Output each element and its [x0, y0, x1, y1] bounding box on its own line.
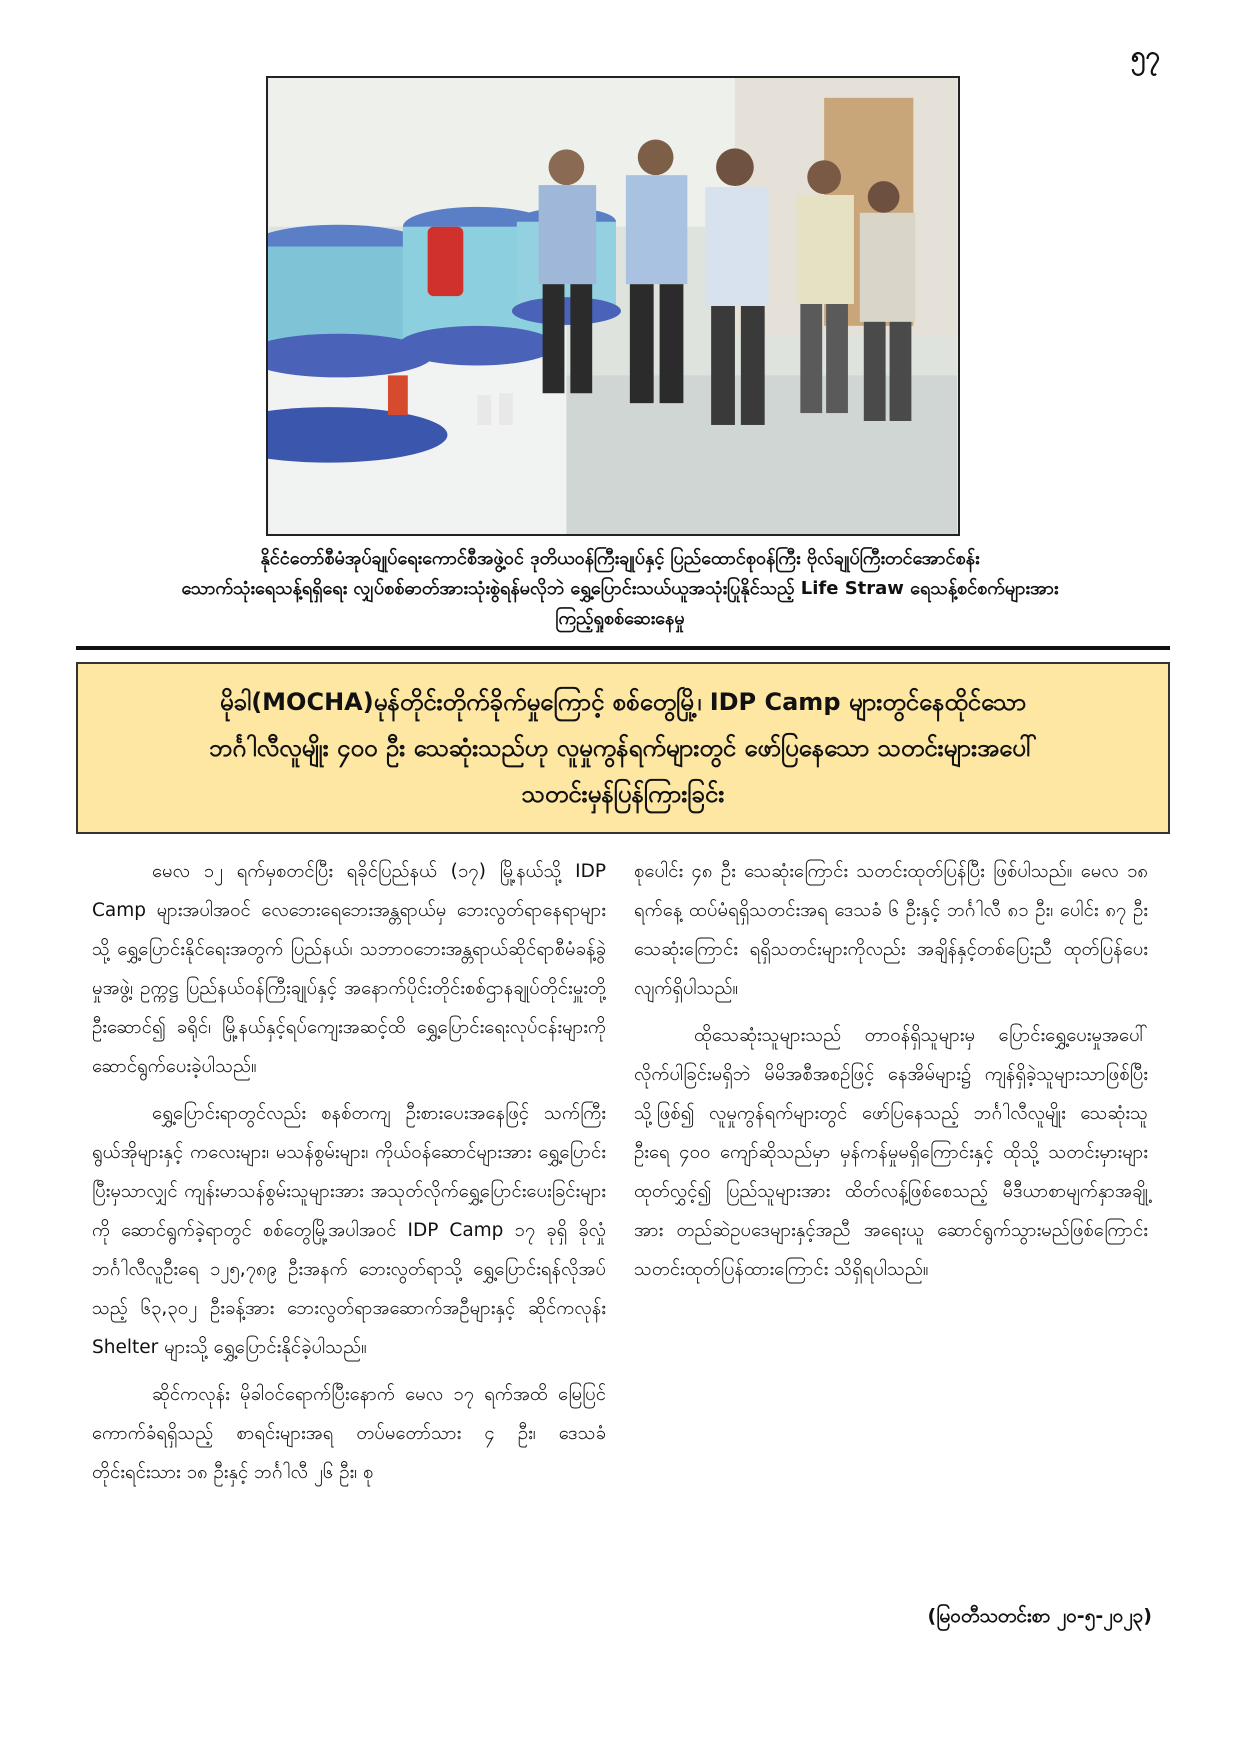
caption-line: ကြည့်ရှုစစ်ဆေးနေမှု [555, 608, 685, 629]
article-column-right [634, 852, 1148, 1297]
article-paragraph: စုပေါင်း ၄၈ ဦး သေဆုံးကြောင်း သတင်းထုတ်ပြန်ပြီး ဖြစ်ပါသည်။ မေလ ၁၈ ရက်နေ့ ထပ်မံရရှိသတင်းအရ ဒေသခံ ၆ ဦးနှင့် ဘင်္ဂါလီ ၈၁ ဦး၊ ပေါင်း ၈၇ ဦး သေဆုံးကြောင်း ရရှိသတင်းများကိုလည်း အချိန်နှင့်တစ်ပြေးညီ ထုတ်ပြန်ပေးလျက်ရှိပါသည်။ [634, 861, 1148, 999]
news-photo [266, 76, 960, 536]
caption-line: သောက်သုံးရေသန့်ရရှိရေး လျှပ်စစ်ဓာတ်အားသုံးစွဲရန်မလိုဘဲ ရွှေ့ပြောင်းသယ်ယူအသုံးပြုနိုင်သည့် Life Straw ရေသန့်စင်စက်များအား [181, 578, 1059, 599]
photo-illustration [268, 78, 958, 534]
source-citation: (မြဝတီသတင်းစာ ၂၀-၅-၂၀၂၃) [927, 1605, 1152, 1627]
article-paragraph: ထိုသေဆုံးသူများသည် တာဝန်ရှိသူများမှ ပြောင်းရွှေ့ပေးမှုအပေါ် လိုက်ပါခြင်းမရှိဘဲ မိမိအစီအစဉ်ဖြင့် နေအိမ်များ၌ ကျန်ရှိခဲ့သူများသာဖြစ်ပြီး သို့ဖြစ်၍ လူမှုကွန်ရက်များတွင် ဖော်ပြနေသည့် ဘင်္ဂါလီလူမျိုး သေဆုံးသူဦးရေ ၄၀၀ ကျော်ဆိုသည်မှာ မှန်ကန်မှုမရှိကြောင်းနှင့် ထိုသို့ သတင်းမှားများ ထုတ်လွှင့်၍ ပြည်သူများအား ထိတ်လန့်ဖြစ်စေသည့် မီဒီယာစာမျက်နှာအချို့အား တည်ဆဲဥပဒေများနှင့်အညီ အရေးယူ ဆောင်ရွက်သွားမည်ဖြစ်ကြောင်း သတင်းထုတ်ပြန်ထားကြောင်း သိရှိရပါသည်။ [634, 1025, 1148, 1280]
photo-caption [90, 544, 1150, 634]
page-number: ၅၇ [1130, 41, 1160, 71]
headline-line: သတင်းမှန်ပြန်ကြားခြင်း [521, 780, 725, 808]
headline-line: မိုခါ(MOCHA)မုန်တိုင်းတိုက်ခိုက်မှုကြောင့် စစ်တွေမြို့၊ IDP Camp များတွင်နေထိုင်သော [219, 688, 1027, 716]
caption-line: နိုင်ငံတော်စီမံအုပ်ချုပ်ရေးကောင်စီအဖွဲ့ဝင် ဒုတိယဝန်ကြီးချုပ်နှင့် ပြည်ထောင်စုဝန်ကြီး ဗိုလ်ချုပ်ကြီးတင်အောင်စန်း [260, 548, 980, 569]
headline [209, 679, 1036, 817]
headline-box [76, 662, 1170, 834]
article-paragraph: ရွှေ့ပြောင်းရာတွင်လည်း စနစ်တကျ ဦးစားပေးအနေဖြင့် သက်ကြီးရွယ်အိုများနှင့် ကလေးများ၊ မသန်စွမ်းများ၊ ကိုယ်ဝန်ဆောင်များအား ရွှေ့ပြောင်းပြီးမှသာလျှင် ကျန်းမာသန်စွမ်းသူများအား အသုတ်လိုက်ရွှေ့ပြောင်းပေးခြင်းများကို ဆောင်ရွက်ခဲ့ရာတွင် စစ်တွေမြို့အပါအဝင် IDP Camp ၁၇ ခုရှိ ခိုလှုံဘင်္ဂါလီလူဦးရေ ၁၂၅,၇၈၉ ဦးအနက် ဘေးလွတ်ရာသို့ ရွှေ့ပြောင်းရန်လိုအပ်သည့် ၆၃,၃၀၂ ဦးခန့်အား ဘေးလွတ်ရာအဆောက်အဦများနှင့် ဆိုင်ကလုန်း Shelter များသို့ ရွှေ့ပြောင်းနိုင်ခဲ့ပါသည်။ [92, 1103, 606, 1358]
headline-line: ဘင်္ဂါလီလူမျိုး ၄၀၀ ဦး သေဆုံးသည်ဟု လူမှုကွန်ရက်များတွင် ဖော်ပြနေသော သတင်းများအပေါ် [209, 734, 1037, 762]
article-paragraph: ဆိုင်ကလုန်း မိုခါဝင်ရောက်ပြီးနောက် မေလ ၁၇ ရက်အထိ မြေပြင်ကောက်ခံရရှိသည့် စာရင်းများအရ တပ်မတော်သား ၄ ဦး၊ ဒေသခံတိုင်းရင်းသား ၁၈ ဦးနှင့် ဘင်္ဂါလီ ၂၆ ဦး၊ စု [92, 1384, 606, 1483]
section-divider [76, 646, 1170, 650]
article-paragraph: မေလ ၁၂ ရက်မှစတင်ပြီး ရခိုင်ပြည်နယ် (၁၇) မြို့နယ်သို့ IDP Camp များအပါအဝင် လေဘေးရေဘေးအန္တရာယ်မှ ဘေးလွတ်ရာနေရာများသို့ ရွှေ့ပြောင်းနိုင်ရေးအတွက် ပြည်နယ်၊ သဘာဝဘေးအန္တရာယ်ဆိုင်ရာစီမံခန့်ခွဲမှုအဖွဲ့၊ ဥက္ကဋ္ဌ ပြည်နယ်ဝန်ကြီးချုပ်နှင့် အနောက်ပိုင်းတိုင်းစစ်ဌာနချုပ်တိုင်းမှူးတို့ ဦးဆောင်၍ ခရိုင်၊ မြို့နယ်နှင့်ရပ်ကျေးအဆင့်ထိ ရွှေ့ပြောင်းရေးလုပ်ငန်းများကို ဆောင်ရွက်ပေးခဲ့ပါသည်။ [92, 861, 606, 1077]
article-column-left [92, 852, 606, 1500]
